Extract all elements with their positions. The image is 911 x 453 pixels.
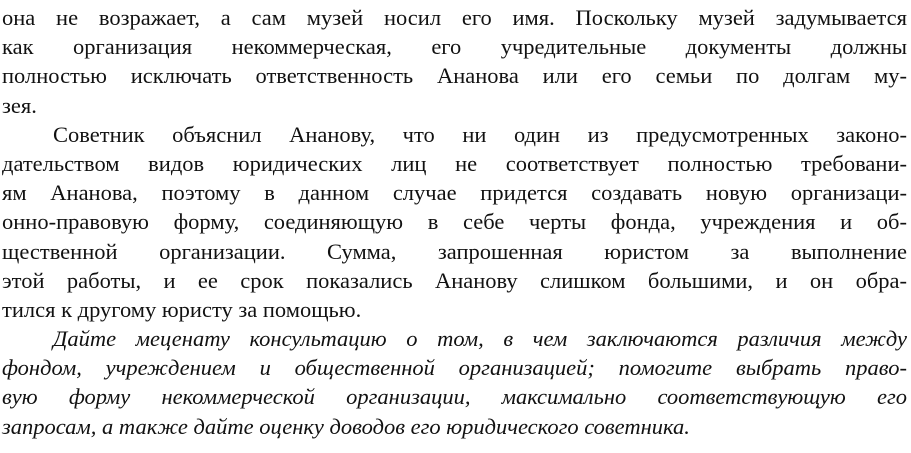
text-line: Советник объяснил Ананову, что ни один из предусмотренных законо- [53,121,907,147]
text-line: фондом, учреждением и общественной организацией; помогите выбрать право- [2,355,907,381]
text-line: зея. [2,92,37,118]
text-line: Дайте меценату консультацию о том, в чем заключаются различия между [53,326,907,352]
document-page [2,3,907,441]
text-line: полностью исключать ответственность Ананова или его семьи по долгам му- [2,63,907,89]
text-line: она не возражает, а сам музей носил его имя. Поскольку музей задумывается [2,5,907,30]
paragraph-task [2,324,907,441]
paragraph-continuation [2,3,907,120]
text-line: тился к другому юристу за помощью. [2,296,362,322]
text-line: онно-правовую форму, соединяющую в себе черты фонда, учреждения и об- [2,209,907,235]
text-line: как организация некоммерческая, его учредительные документы должны [2,34,907,60]
text-line: дательством видов юридических лиц не соответствует полностью требовани- [2,150,907,176]
text-line: вую форму некоммерческой организации, максимально соответствующую его [2,384,907,410]
text-line: ям Ананова, поэтому в данном случае придется создавать новую организаци- [2,180,907,206]
paragraph-advisor [2,120,907,324]
text-line: щественной организации. Сумма, запрошенная юристом за выполнение [2,238,907,264]
text-line: этой работы, и ее срок показались Ананову слишком большими, и он обра- [2,267,907,293]
text-line: запросам, а также дайте оценку доводов его юридического советника. [2,413,690,439]
